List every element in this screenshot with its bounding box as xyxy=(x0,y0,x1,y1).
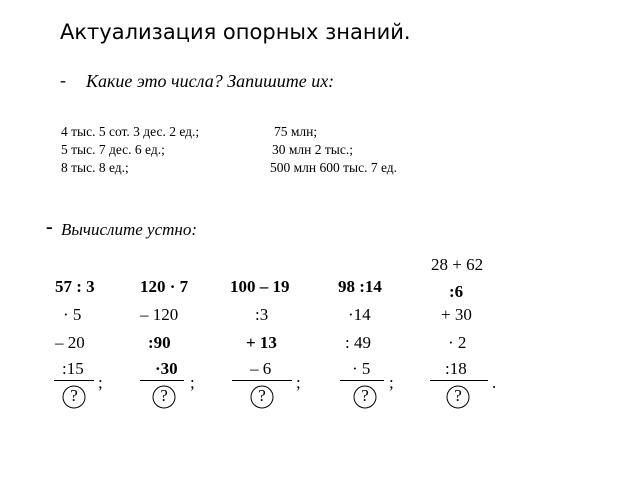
chain-1-answer: ? xyxy=(70,386,78,405)
number-row-1-left: 4 тыс. 5 сот. 3 дес. 2 ед.; xyxy=(61,124,200,139)
task1-bullet: - xyxy=(60,70,66,90)
number-row-2-left: 5 тыс. 7 дес. 6 ед.; xyxy=(61,142,165,157)
chain-4-step-2: ·14 xyxy=(348,305,371,324)
chain-4-step-4: · 5 xyxy=(352,359,371,378)
chain-5-step-5: :18 xyxy=(445,359,467,378)
chain-3-separator: ; xyxy=(296,373,301,392)
chain-3-step-1: 100 – 19 xyxy=(230,277,290,296)
chain-5-answer: ? xyxy=(454,386,462,405)
chain-4-step-3: : 49 xyxy=(345,333,371,352)
chain-3-result-line xyxy=(232,380,292,381)
chain-4-result-line xyxy=(340,380,384,381)
chain-1-result-line xyxy=(54,380,94,381)
chain-1-step-2: · 5 xyxy=(63,305,82,324)
task2-bullet: - xyxy=(46,216,53,238)
number-row-1-right: 75 млн; xyxy=(274,124,318,139)
chain-5-step-1: 28 + 62 xyxy=(431,255,484,274)
task1-prompt: Какие это числа? Запишите их: xyxy=(86,71,335,91)
chain-1-answer-circle xyxy=(61,384,87,410)
chain-5-step-3: + 30 xyxy=(441,305,472,324)
number-row-3-left: 8 тыс. 8 ед.; xyxy=(61,160,129,175)
chain-2-result-line xyxy=(140,380,184,381)
chain-5-answer-circle xyxy=(445,384,471,410)
chain-1-separator: ; xyxy=(98,373,103,392)
chain-4-step-1: 98 :14 xyxy=(338,277,382,296)
chain-4-answer-circle xyxy=(352,384,378,410)
chain-2-answer-circle xyxy=(151,384,177,410)
chain-3-step-2: :3 xyxy=(255,305,269,324)
chain-3-answer: ? xyxy=(258,386,266,405)
chain-2-step-3: :90 xyxy=(148,333,171,352)
chain-2-answer: ? xyxy=(160,386,168,405)
page-title: Актуализация опорных знаний. xyxy=(60,20,411,44)
chain-4-answer: ? xyxy=(361,386,369,405)
chain-2-separator: ; xyxy=(190,373,195,392)
number-row-2-right: 30 млн 2 тыс.; xyxy=(272,142,353,157)
chain-3-step-4: – 6 xyxy=(250,359,272,378)
chain-5-step-4: · 2 xyxy=(448,333,467,352)
chain-1-step-4: :15 xyxy=(62,359,84,378)
chain-5-step-2: :6 xyxy=(449,282,464,301)
chain-5-result-line xyxy=(430,380,488,381)
chain-4-separator: ; xyxy=(389,373,394,392)
chain-1-step-1: 57 : 3 xyxy=(55,277,95,296)
chain-5-separator: . xyxy=(492,373,497,392)
chain-3-step-3: + 13 xyxy=(246,333,277,352)
number-row-3-right: 500 млн 600 тыс. 7 ед. xyxy=(270,160,398,175)
chain-2-step-4: ·30 xyxy=(155,359,178,378)
chain-3-answer-circle xyxy=(249,384,275,410)
chain-2-step-2: – 120 xyxy=(140,305,179,324)
task2-prompt: Вычислите устно: xyxy=(61,220,197,239)
chain-1-step-3: – 20 xyxy=(55,333,85,352)
chain-2-step-1: 120 · 7 xyxy=(140,277,189,296)
